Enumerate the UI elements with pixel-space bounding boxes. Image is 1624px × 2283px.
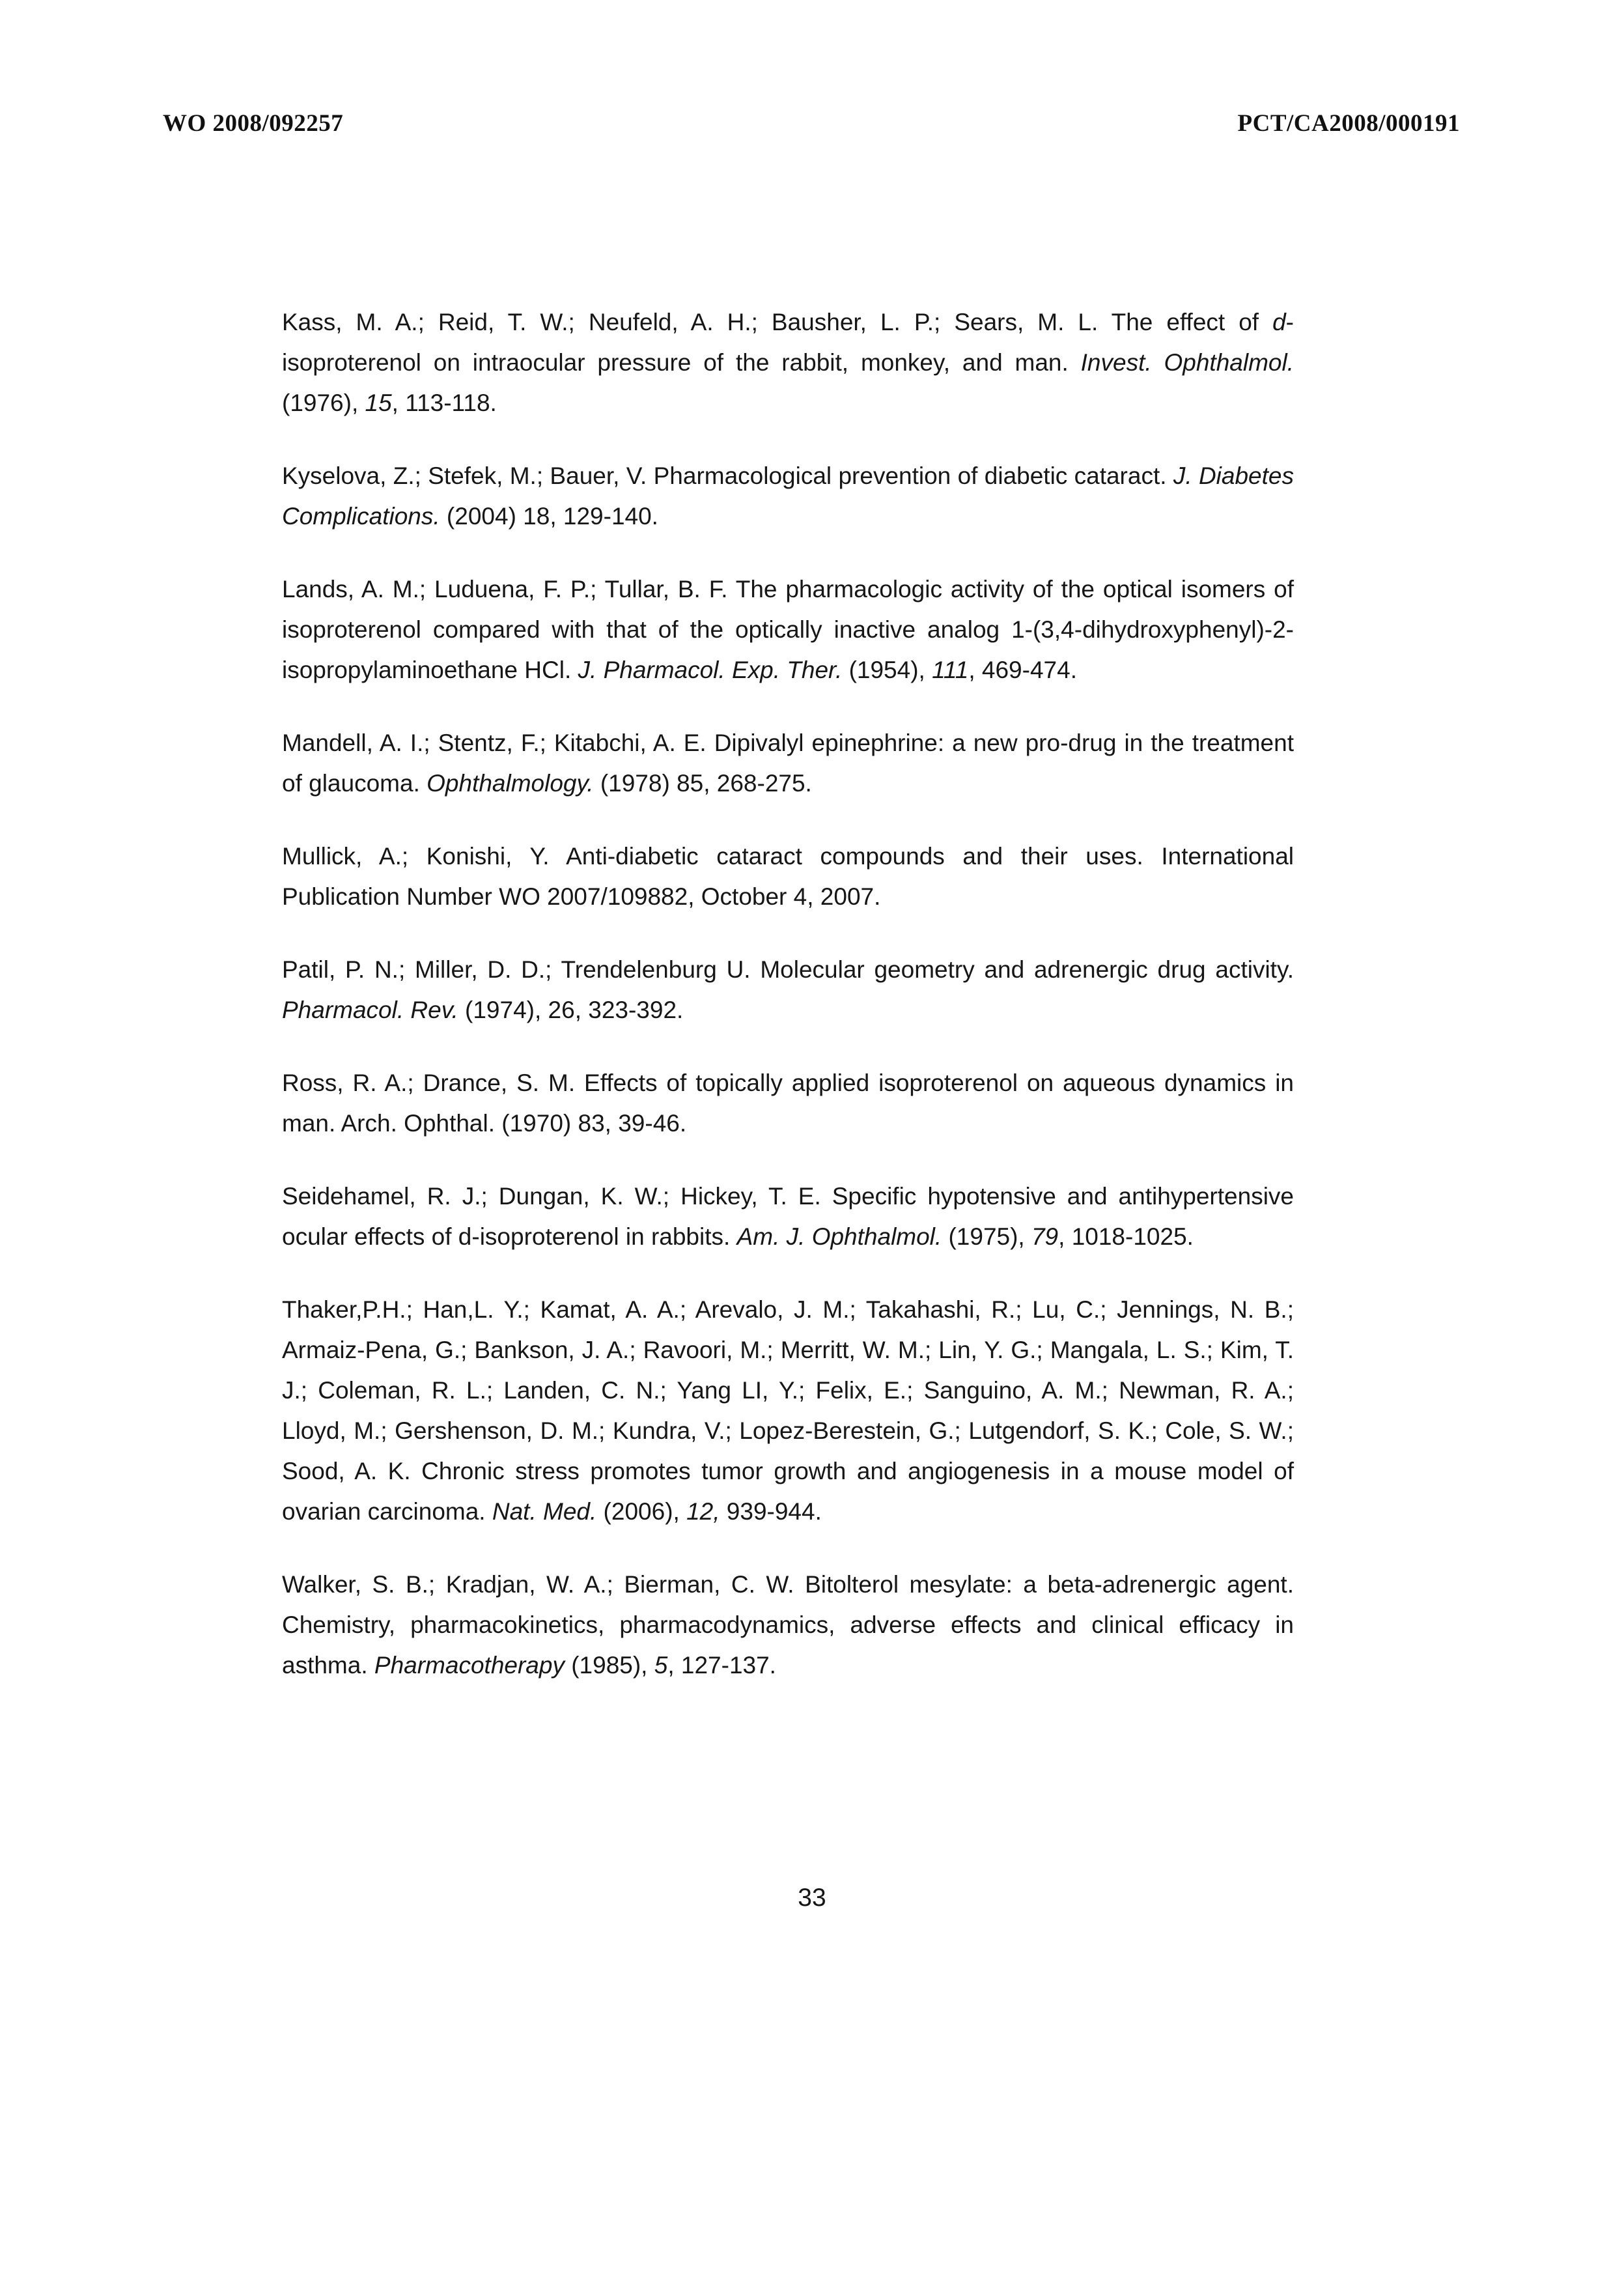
reference-citation: (2004) 18, 129-140. — [440, 503, 658, 530]
reference-volume: 79 — [1031, 1223, 1059, 1250]
reference-volume: 12, — [686, 1498, 720, 1525]
reference-full-text: Mullick, A.; Konishi, Y. Anti-diabetic cataract compounds and their uses. International Publication Number WO 2007/109882, October 4, 2007. — [282, 843, 1294, 910]
reference-citation: (1974), 26, 323-392. — [458, 997, 684, 1023]
reference-journal: Invest. Ophthalmol. — [1080, 349, 1294, 376]
reference-authors-title: Kyselova, Z.; Stefek, M.; Bauer, V. Pharmacological prevention of diabetic cataract. — [282, 462, 1173, 489]
reference-pages: , 113-118. — [391, 390, 497, 416]
reference-item — [282, 302, 1294, 423]
reference-authors-title: Thaker,P.H.; Han,L. Y.; Kamat, A. A.; Arevalo, J. M.; Takahashi, R.; Lu, C.; Jennings, N. B.; Armaiz-Pena, G.; Bankson, J. A.; Ravoori, M.; Merritt, W. M.; Lin, Y. G.; Mangala, L. S.; Kim, T. J.; Coleman, R. L.; Landen, C. N.; Yang LI, Y.; Felix, E.; Sanguino, A. M.; Newman, R. A.; Lloyd, M.; Gershenson, D. M.; Kundra, V.; Lopez-Berestein, G.; Lutgendorf, S. K.; Cole, S. W.; Sood, A. K. Chronic stress promotes tumor growth and angiogenesis in a mouse model of ovarian carcinoma. — [282, 1296, 1294, 1525]
reference-item — [282, 456, 1294, 537]
reference-item — [282, 1176, 1294, 1257]
reference-authors-title: Seidehamel, R. J.; Dungan, K. W.; Hickey, T. E. Specific hypotensive and antihypertensive ocular effects of d-isoproterenol in rabbits. — [282, 1183, 1294, 1250]
reference-journal: J. Diabetes Complications. — [282, 462, 1294, 530]
reference-volume: 111 — [932, 657, 969, 683]
reference-citation: (1978) 85, 268-275. — [593, 770, 812, 797]
reference-volume: 5 — [654, 1652, 668, 1679]
reference-year: (1954), — [842, 657, 932, 683]
reference-journal: Pharmacotherapy — [374, 1652, 565, 1679]
reference-list — [282, 302, 1294, 1718]
reference-journal: Pharmacol. Rev. — [282, 997, 458, 1023]
reference-item — [282, 723, 1294, 804]
reference-item — [282, 1290, 1294, 1532]
reference-item — [282, 950, 1294, 1030]
reference-italic-prefix: d — [1272, 309, 1286, 335]
reference-year: (1975), — [942, 1223, 1031, 1250]
reference-title-text: -isoproterenol on intraocular pressure of the rabbit, monkey, and man. — [282, 309, 1294, 376]
reference-item — [282, 569, 1294, 690]
publication-number: WO 2008/092257 — [163, 110, 344, 137]
reference-item — [282, 1565, 1294, 1686]
reference-authors-title: Kass, M. A.; Reid, T. W.; Neufeld, A. H.; Bausher, L. P.; Sears, M. L. The effect of — [282, 309, 1273, 335]
reference-item — [282, 836, 1294, 917]
reference-pages: , 469-474. — [968, 657, 1077, 683]
page-number: 33 — [798, 1884, 826, 1912]
reference-journal: J. Pharmacol. Exp. Ther. — [578, 657, 843, 683]
reference-pages: 939-944. — [720, 1498, 822, 1525]
reference-journal: Ophthalmology. — [427, 770, 594, 797]
reference-authors-title: Patil, P. N.; Miller, D. D.; Trendelenburg U. Molecular geometry and adrenergic drug activity. — [282, 956, 1294, 983]
reference-pages: , 127-137. — [667, 1652, 776, 1679]
application-number: PCT/CA2008/000191 — [1237, 110, 1460, 137]
reference-authors-title: Lands, A. M.; Luduena, F. P.; Tullar, B. F. The pharmacologic activity of the optical isomers of isoproterenol compared with that of the optically inactive analog 1-(3,4-dihydroxyphenyl)-2-isopropylaminoethane HCl. — [282, 576, 1294, 683]
reference-year: (2006), — [596, 1498, 687, 1525]
reference-authors-title: Mandell, A. I.; Stentz, F.; Kitabchi, A. E. Dipivalyl epinephrine: a new pro-drug in the treatment of glaucoma. — [282, 730, 1294, 797]
reference-full-text: Ross, R. A.; Drance, S. M. Effects of topically applied isoproterenol on aqueous dynamics in man. Arch. Ophthal. (1970) 83, 39-46. — [282, 1070, 1294, 1137]
reference-journal: Am. J. Ophthalmol. — [736, 1223, 942, 1250]
reference-journal: Nat. Med. — [492, 1498, 597, 1525]
reference-pages: , 1018-1025. — [1058, 1223, 1194, 1250]
reference-year: (1985), — [564, 1652, 654, 1679]
reference-authors-title: Walker, S. B.; Kradjan, W. A.; Bierman, C. W. Bitolterol mesylate: a beta-adrenergic agent. Chemistry, pharmacokinetics, pharmacodynamics, adverse effects and clinical efficacy in asthma. — [282, 1571, 1294, 1679]
reference-volume: 15 — [365, 390, 392, 416]
reference-item — [282, 1063, 1294, 1144]
reference-year: (1976), — [282, 390, 365, 416]
